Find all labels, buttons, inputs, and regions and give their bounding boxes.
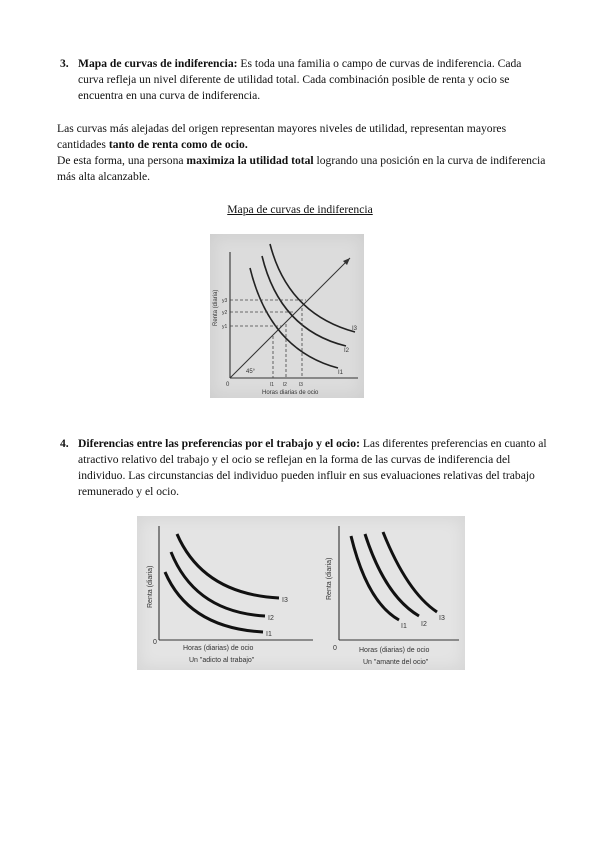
paragraph-line2-b: logrando una posición en la curva de indiferencia más alta alcanzable.: [57, 154, 546, 183]
curve-label-i2: I2: [344, 348, 350, 354]
diagonal-45: [230, 258, 350, 378]
paragraph-bold-1: tanto de renta como de ocio.: [108, 138, 248, 151]
left-caption: Un "adicto al trabajo": [189, 657, 255, 664]
curve-i2: [262, 256, 346, 346]
right-caption: Un "amante del ocio": [363, 659, 429, 666]
x-axis-label: Horas diarias de ocio: [262, 390, 319, 396]
x-tick-l2: l2: [283, 382, 287, 388]
right-y-label: Renta (diaria): [326, 557, 333, 600]
right-curve-i1: [351, 536, 399, 620]
list-item-4: [60, 436, 548, 500]
item-4-heading: Diferencias entre las preferencias por el trabajo y el ocio:: [78, 437, 360, 450]
right-curve-i2: [365, 534, 419, 616]
left-origin: 0: [153, 639, 157, 646]
figure-caption: Mapa de curvas de indiferencia: [227, 203, 373, 216]
left-y-label: Renta (diaria): [147, 565, 154, 608]
left-x-label: Horas (diarias) de ocio: [183, 645, 254, 652]
left-curve-i3: [177, 534, 279, 598]
right-curve-i3: [383, 532, 437, 612]
curve-label-i3: I3: [352, 326, 358, 332]
right-label-i1: I1: [401, 623, 407, 630]
y-tick-y2: y2: [222, 310, 228, 316]
y-tick-y1: y1: [222, 324, 228, 330]
right-x-label: Horas (diarias) de ocio: [359, 647, 430, 654]
y-axis-label: Renta (diaria): [213, 289, 219, 326]
origin-label: 0: [226, 382, 230, 388]
curve-label-i1: I1: [338, 370, 344, 376]
left-label-i2: I2: [268, 615, 274, 622]
left-label-i1: I1: [266, 631, 272, 638]
preferences-figure: [137, 516, 465, 670]
list-item-3: [60, 56, 548, 104]
item-3-text: Es toda una familia o campo de curvas de indiferencia. Cada curva refleja un nivel diferente de utilidad total. Cada combinación posible de renta y ocio se encuentra en una curva de indiferencia.: [78, 57, 522, 102]
curve-i3: [270, 244, 355, 332]
indifference-map-figure: [210, 234, 364, 398]
list-number: 3.: [60, 57, 69, 70]
right-origin: 0: [333, 645, 337, 652]
paragraph-line1: Las curvas más alejadas del origen representan mayores niveles de utilidad, representan mayores cantidades: [57, 122, 507, 151]
paragraph: [57, 121, 547, 185]
item-4-text: Las diferentes preferencias en cuanto al atractivo relativo del trabajo y el ocio se reflejan en la forma de las curvas de indiferencia del individuo. Las circunstancias del individuo pueden influir en sus evaluaciones relativas del trabajo remunerado y el ocio.: [78, 437, 547, 498]
paragraph-bold-2: maximiza la utilidad total: [186, 154, 314, 167]
item-3-heading: Mapa de curvas de indiferencia:: [78, 57, 238, 70]
x-tick-l1: l1: [270, 382, 274, 388]
left-label-i3: I3: [282, 597, 288, 604]
list-number: 4.: [60, 437, 69, 450]
x-tick-l3: l3: [299, 382, 303, 388]
paragraph-line2-a: De esta forma, una persona: [57, 154, 187, 167]
left-curve-i2: [171, 552, 265, 616]
angle-label: 45°: [246, 369, 256, 375]
right-label-i3: I3: [439, 615, 445, 622]
right-label-i2: I2: [421, 621, 427, 628]
y-tick-y3: y3: [222, 298, 228, 304]
